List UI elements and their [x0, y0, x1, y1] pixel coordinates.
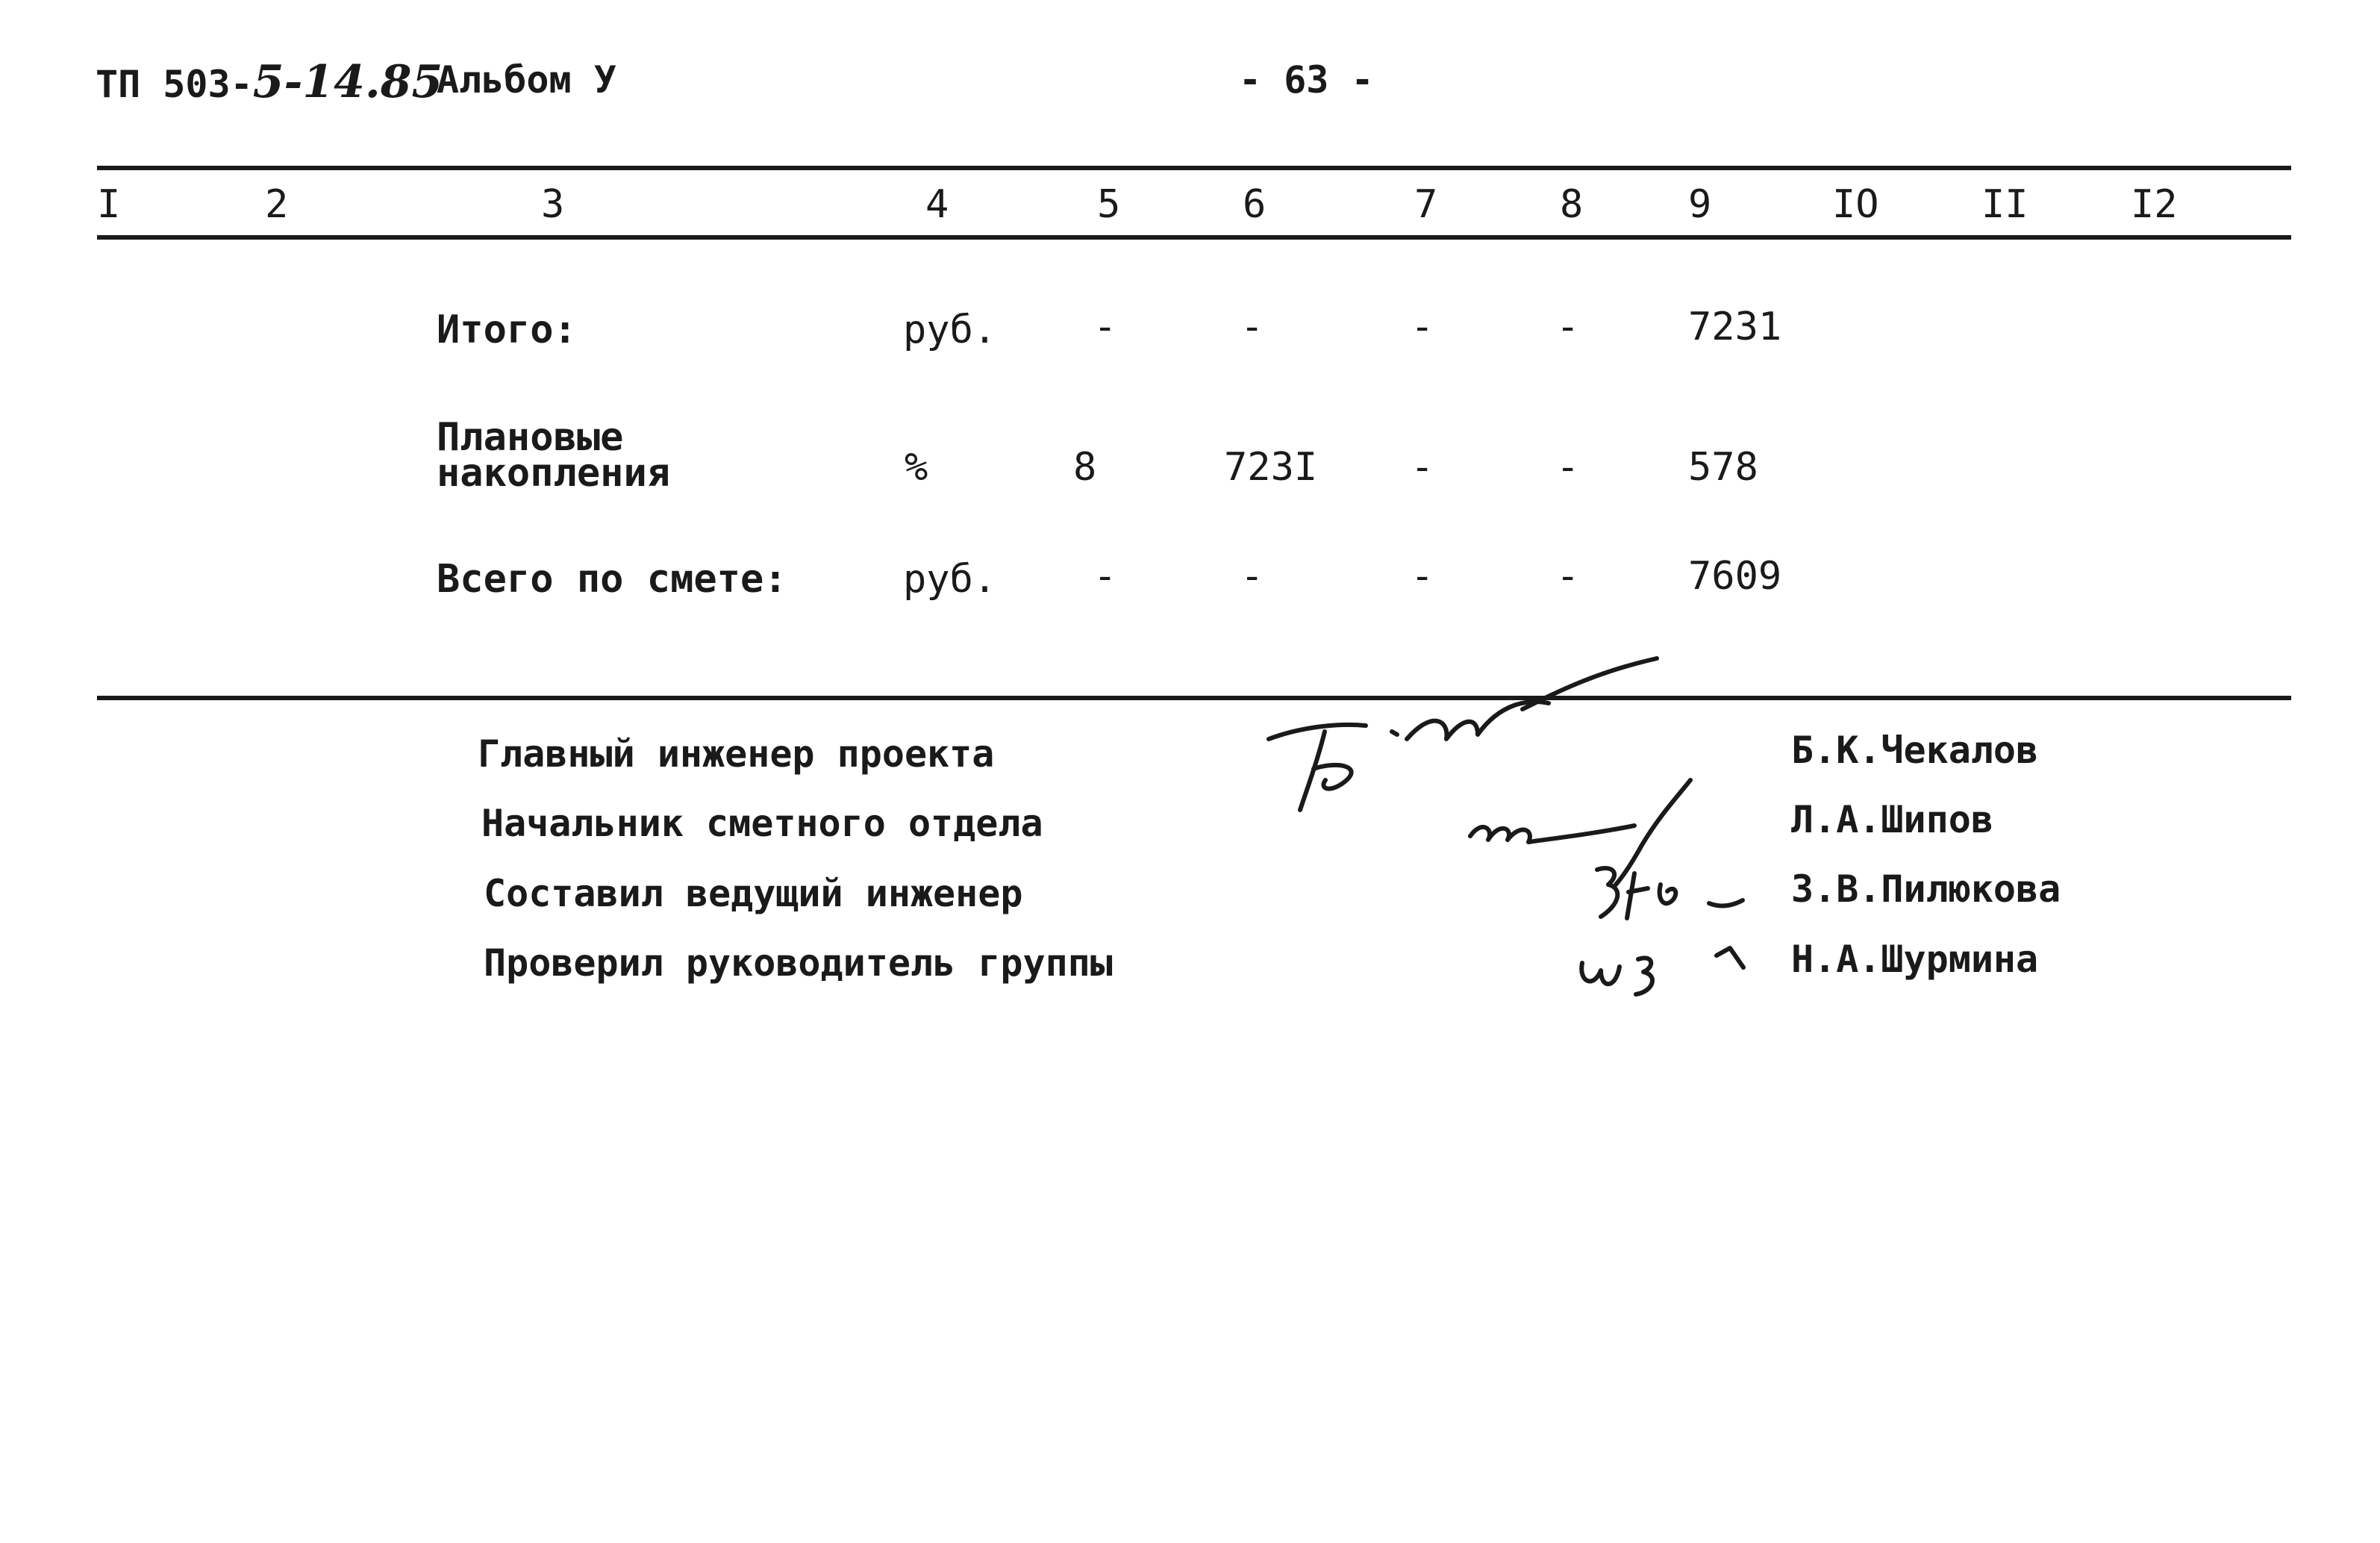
cell-col9: 578	[1688, 445, 1758, 490]
cell-col8: -	[1556, 554, 1580, 599]
signatory-name: Б.К.Чекалов	[1791, 729, 2039, 772]
row-unit: %	[905, 445, 928, 490]
column-number: IO	[1832, 182, 1879, 227]
row-label-line1: Плановые	[437, 415, 624, 460]
column-number: 7	[1414, 182, 1438, 227]
row-unit: руб.	[903, 308, 997, 352]
signatory-name: Н.А.Шурмина	[1791, 938, 2039, 981]
column-number: 3	[541, 182, 565, 227]
document-code	[96, 56, 443, 108]
cell-col5: -	[1093, 305, 1117, 349]
cell-col9: 7609	[1688, 554, 1782, 599]
column-number: 9	[1688, 182, 1712, 227]
column-number: 4	[925, 182, 949, 227]
row-unit: руб.	[903, 557, 997, 602]
signatory-position: Составил ведущий инженер	[484, 872, 1023, 915]
column-number: 5	[1097, 182, 1121, 227]
cell-col9: 7231	[1688, 305, 1782, 349]
cell-col6: -	[1240, 554, 1264, 599]
row-label-line2: накопления	[437, 451, 671, 496]
signatory-name: З.В.Пилюкова	[1791, 867, 2061, 911]
cell-col8: -	[1556, 305, 1580, 349]
signatory-name: Л.А.Шипов	[1791, 798, 1993, 841]
signatory-position: Начальник сметного отдела	[481, 802, 1043, 845]
column-number: II	[1981, 182, 2028, 227]
table-top-rule	[97, 166, 2291, 170]
album-label: Альбом У	[437, 58, 616, 102]
cell-col8: -	[1556, 445, 1580, 490]
column-number: 6	[1243, 182, 1266, 227]
column-number: 2	[265, 182, 289, 227]
handwritten-signature	[1567, 926, 1761, 1000]
document-code-handwritten: 5-14.85	[252, 56, 443, 108]
document-code-printed: ТП 503-	[96, 63, 253, 106]
cell-col5: -	[1093, 554, 1117, 599]
cell-col7: -	[1411, 305, 1434, 349]
handwritten-signature	[1567, 858, 1761, 933]
cell-col7: -	[1411, 554, 1434, 599]
signatory-position: Проверил руководитель группы	[484, 941, 1113, 985]
cell-col5: 8	[1073, 445, 1097, 490]
column-number: I2	[2131, 182, 2178, 227]
signatory-position: Главный инженер проекта	[478, 732, 995, 776]
table-header-bottom-rule	[97, 235, 2291, 240]
cell-col7: -	[1411, 445, 1434, 490]
table-bottom-rule	[97, 696, 2291, 700]
column-number: I	[97, 182, 121, 227]
cell-col6: -	[1240, 305, 1264, 349]
column-number: 8	[1560, 182, 1584, 227]
page-number: - 63 -	[1239, 58, 1374, 102]
row-label: Итого:	[437, 308, 577, 352]
row-label: Всего по смете:	[437, 557, 787, 602]
cell-col6: 723I	[1224, 445, 1318, 490]
